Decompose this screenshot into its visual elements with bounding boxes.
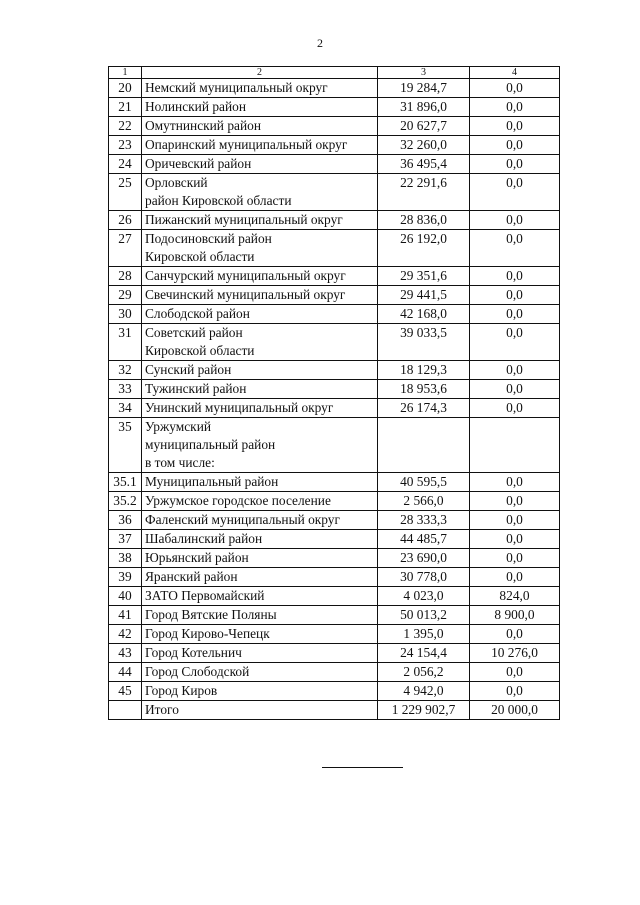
amount-column-4: 0,0	[470, 305, 560, 324]
municipality-name-line: Оричевский район	[145, 156, 252, 171]
municipality-name-line: Город Кирово-Чепецк	[145, 626, 270, 641]
municipality-name	[142, 117, 378, 136]
row-number: 35	[109, 418, 142, 473]
row-number: 32	[109, 361, 142, 380]
municipality-name-line: Пижанский муниципальный округ	[145, 212, 343, 227]
municipality-name-line: Свечинский муниципальный округ	[145, 287, 346, 302]
total-row	[109, 701, 560, 720]
row-number: 27	[109, 230, 142, 267]
row-number: 45	[109, 682, 142, 701]
row-number: 20	[109, 79, 142, 98]
table-row	[109, 117, 560, 136]
amount-column-4	[470, 418, 560, 473]
amount-column-3: 32 260,0	[378, 136, 470, 155]
municipality-name	[142, 644, 378, 663]
table-row	[109, 644, 560, 663]
municipality-name	[142, 418, 378, 473]
amount-column-3: 26 192,0	[378, 230, 470, 267]
municipality-name	[142, 361, 378, 380]
municipality-name	[142, 549, 378, 568]
table-row	[109, 587, 560, 606]
amount-column-4: 0,0	[470, 267, 560, 286]
municipality-name-line: Сунский район	[145, 362, 232, 377]
row-number: 42	[109, 625, 142, 644]
closing-rule	[322, 767, 403, 768]
municipality-name-line: Уржумский	[145, 419, 212, 434]
amount-column-3: 28 333,3	[378, 511, 470, 530]
row-number	[109, 701, 142, 720]
municipality-name-line: Санчурский муниципальный округ	[145, 268, 346, 283]
amount-column-3: 29 441,5	[378, 286, 470, 305]
table-header-row	[109, 67, 560, 79]
table-row	[109, 267, 560, 286]
municipality-name-line: ЗАТО Первомайский	[145, 588, 265, 603]
allocation-table	[108, 66, 559, 720]
municipality-name-line: Унинский муниципальный округ	[145, 400, 334, 415]
amount-column-3: 44 485,7	[378, 530, 470, 549]
table-row	[109, 568, 560, 587]
table-row	[109, 399, 560, 418]
municipality-name	[142, 136, 378, 155]
amount-column-4: 0,0	[470, 568, 560, 587]
amount-column-4: 10 276,0	[470, 644, 560, 663]
row-number: 23	[109, 136, 142, 155]
amount-column-3: 18 129,3	[378, 361, 470, 380]
municipality-name	[142, 399, 378, 418]
amount-column-3: 40 595,5	[378, 473, 470, 492]
municipality-name-line: Город Котельнич	[145, 645, 242, 660]
amount-column-3: 23 690,0	[378, 549, 470, 568]
column-header-2: 2	[142, 67, 378, 79]
municipality-name-line: Кировской области	[145, 249, 255, 264]
municipality-name	[142, 79, 378, 98]
municipality-name	[142, 155, 378, 174]
row-number: 25	[109, 174, 142, 211]
table-row	[109, 530, 560, 549]
amount-column-4: 0,0	[470, 361, 560, 380]
municipality-name-line: Уржумское городское поселение	[145, 493, 331, 508]
row-number: 41	[109, 606, 142, 625]
municipality-name-line: Город Вятские Поляны	[145, 607, 277, 622]
municipality-name	[142, 324, 378, 361]
table-row	[109, 155, 560, 174]
amount-column-4: 0,0	[470, 549, 560, 568]
amount-column-3: 4 942,0	[378, 682, 470, 701]
municipality-name-line: Город Киров	[145, 683, 218, 698]
municipality-name-line: Итого	[145, 702, 179, 717]
municipality-name	[142, 211, 378, 230]
amount-column-3: 22 291,6	[378, 174, 470, 211]
table-row	[109, 380, 560, 399]
municipality-name-line: Омутнинский район	[145, 118, 261, 133]
row-number: 35.2	[109, 492, 142, 511]
municipality-name-line: Шабалинский район	[145, 531, 263, 546]
municipality-name	[142, 530, 378, 549]
table-row	[109, 663, 560, 682]
table-row	[109, 136, 560, 155]
row-number: 21	[109, 98, 142, 117]
amount-column-4: 0,0	[470, 117, 560, 136]
table-row	[109, 606, 560, 625]
column-header-3: 3	[378, 67, 470, 79]
amount-column-3: 4 023,0	[378, 587, 470, 606]
table-row	[109, 511, 560, 530]
municipality-name	[142, 305, 378, 324]
table-row	[109, 418, 560, 473]
municipality-name-line: муниципальный район	[145, 437, 276, 452]
amount-column-3: 28 836,0	[378, 211, 470, 230]
row-number: 30	[109, 305, 142, 324]
municipality-name-line: Муниципальный район	[145, 474, 279, 489]
table-row	[109, 549, 560, 568]
row-number: 40	[109, 587, 142, 606]
amount-column-3: 30 778,0	[378, 568, 470, 587]
amount-column-4: 8 900,0	[470, 606, 560, 625]
amount-column-4: 0,0	[470, 155, 560, 174]
amount-column-3: 50 013,2	[378, 606, 470, 625]
amount-column-3: 42 168,0	[378, 305, 470, 324]
amount-column-4: 0,0	[470, 530, 560, 549]
municipality-name	[142, 663, 378, 682]
row-number: 31	[109, 324, 142, 361]
municipality-name	[142, 587, 378, 606]
amount-column-3: 31 896,0	[378, 98, 470, 117]
municipality-name-line: Город Слободской	[145, 664, 250, 679]
municipality-name-line: Советский район	[145, 325, 243, 340]
table-row	[109, 305, 560, 324]
amount-column-4: 0,0	[470, 380, 560, 399]
row-number: 44	[109, 663, 142, 682]
table-row	[109, 625, 560, 644]
page-number: 2	[317, 36, 323, 50]
table-row	[109, 230, 560, 267]
amount-column-4: 0,0	[470, 98, 560, 117]
amount-column-4: 0,0	[470, 79, 560, 98]
municipality-name	[142, 606, 378, 625]
amount-column-3	[378, 418, 470, 473]
municipality-name-line: район Кировской области	[145, 193, 292, 208]
amount-column-4: 0,0	[470, 399, 560, 418]
municipality-name-line: Тужинский район	[145, 381, 247, 396]
amount-column-4: 0,0	[470, 682, 560, 701]
municipality-name	[142, 174, 378, 211]
municipality-name-line: Нолинский район	[145, 99, 246, 114]
row-number: 36	[109, 511, 142, 530]
municipality-name-line: Кировской области	[145, 343, 255, 358]
municipality-name	[142, 98, 378, 117]
amount-column-3: 39 033,5	[378, 324, 470, 361]
row-number: 37	[109, 530, 142, 549]
amount-column-3: 18 953,6	[378, 380, 470, 399]
municipality-name	[142, 286, 378, 305]
amount-column-4: 0,0	[470, 473, 560, 492]
amount-column-3: 1 395,0	[378, 625, 470, 644]
amount-column-3: 26 174,3	[378, 399, 470, 418]
municipality-name	[142, 492, 378, 511]
municipality-name-line: Юрьянский район	[145, 550, 249, 565]
municipality-name	[142, 682, 378, 701]
amount-column-4: 0,0	[470, 492, 560, 511]
municipality-name	[142, 473, 378, 492]
table-row	[109, 682, 560, 701]
municipality-name-line: в том числе:	[145, 455, 215, 470]
row-number: 39	[109, 568, 142, 587]
amount-column-4: 0,0	[470, 286, 560, 305]
amount-column-4: 0,0	[470, 136, 560, 155]
amount-column-4: 20 000,0	[470, 701, 560, 720]
table-row	[109, 211, 560, 230]
amount-column-3: 20 627,7	[378, 117, 470, 136]
table-row	[109, 473, 560, 492]
row-number: 43	[109, 644, 142, 663]
amount-column-4: 0,0	[470, 663, 560, 682]
table-row	[109, 492, 560, 511]
amount-column-4: 0,0	[470, 230, 560, 267]
row-number: 29	[109, 286, 142, 305]
municipality-name-line: Немский муниципальный округ	[145, 80, 328, 95]
municipality-name	[142, 568, 378, 587]
amount-column-4: 824,0	[470, 587, 560, 606]
table-row	[109, 324, 560, 361]
table-row	[109, 79, 560, 98]
amount-column-3: 2 056,2	[378, 663, 470, 682]
municipality-name-line: Подосиновский район	[145, 231, 272, 246]
row-number: 24	[109, 155, 142, 174]
amount-column-3: 2 566,0	[378, 492, 470, 511]
row-number: 38	[109, 549, 142, 568]
amount-column-4: 0,0	[470, 625, 560, 644]
municipality-name	[142, 701, 378, 720]
amount-column-3: 19 284,7	[378, 79, 470, 98]
table-row	[109, 174, 560, 211]
row-number: 28	[109, 267, 142, 286]
municipality-name-line: Орловский	[145, 175, 208, 190]
amount-column-4: 0,0	[470, 511, 560, 530]
municipality-name	[142, 625, 378, 644]
row-number: 33	[109, 380, 142, 399]
table-row	[109, 361, 560, 380]
municipality-name	[142, 380, 378, 399]
municipality-name	[142, 511, 378, 530]
amount-column-4: 0,0	[470, 211, 560, 230]
municipality-name-line: Слободской район	[145, 306, 250, 321]
amount-column-4: 0,0	[470, 324, 560, 361]
municipality-name-line: Фаленский муниципальный округ	[145, 512, 340, 527]
municipality-name	[142, 267, 378, 286]
row-number: 22	[109, 117, 142, 136]
amount-column-3: 24 154,4	[378, 644, 470, 663]
amount-column-3: 36 495,4	[378, 155, 470, 174]
municipality-name-line: Яранский район	[145, 569, 238, 584]
table-row	[109, 98, 560, 117]
column-header-1: 1	[109, 67, 142, 79]
row-number: 34	[109, 399, 142, 418]
table-row	[109, 286, 560, 305]
municipality-name	[142, 230, 378, 267]
amount-column-4: 0,0	[470, 174, 560, 211]
municipality-name-line: Опаринский муниципальный округ	[145, 137, 348, 152]
row-number: 35.1	[109, 473, 142, 492]
amount-column-3: 1 229 902,7	[378, 701, 470, 720]
column-header-4: 4	[470, 67, 560, 79]
amount-column-3: 29 351,6	[378, 267, 470, 286]
row-number: 26	[109, 211, 142, 230]
